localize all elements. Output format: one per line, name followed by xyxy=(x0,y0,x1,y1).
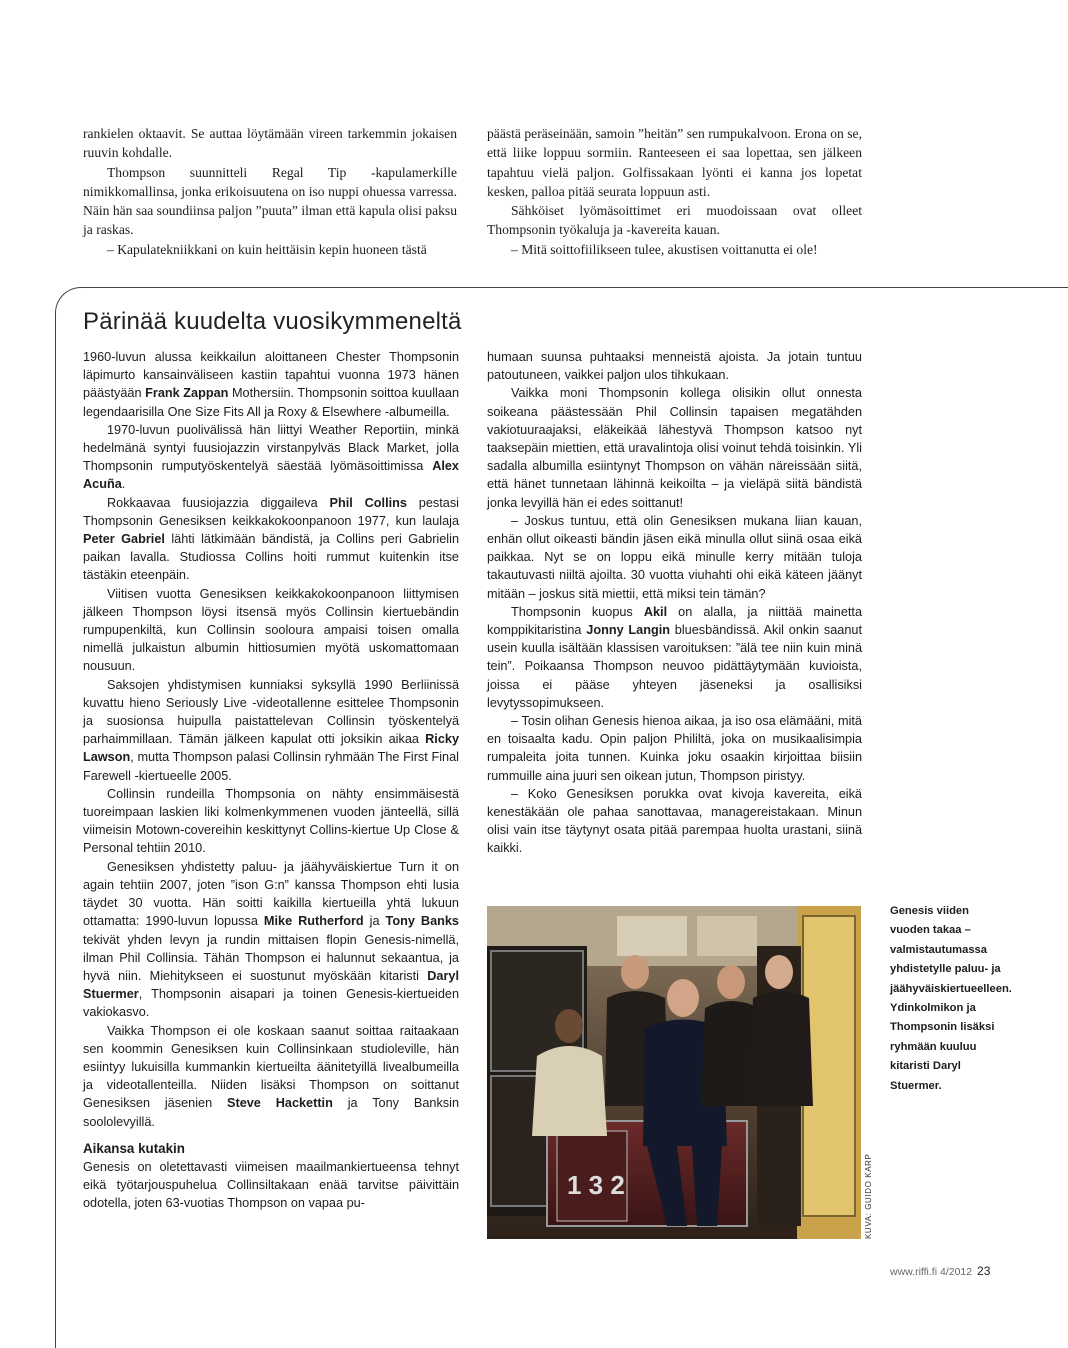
name-highlight: Frank Zappan xyxy=(145,386,229,401)
name-highlight: Akil xyxy=(643,604,668,619)
article-column-right xyxy=(487,124,862,259)
page-footer xyxy=(890,1264,990,1278)
paragraph: Sähköiset lyömäsoittimet eri muodoissaan ovat olleet Thompsonin työkaluja ja -kavereita kauan. xyxy=(487,203,862,238)
paragraph: rankielen oktaavit. Se auttaa löytämään vireen tarkemmin jokaisen ruuvin kohdalle. xyxy=(83,126,457,161)
paragraph: Collinsin rundeilla Thompsonia on nähty ensimmäisestä tuoreimpaan laskien liki kolmenkymmenen vuoden jänteellä, sillä viimeisin Motown-covereihin keskittynyt Collins-kiertue Up Close & Personal tehtiin 2010. xyxy=(83,786,459,856)
paragraph: – Mitä soittofiilikseen tulee, akustisen voittanutta ei ole! xyxy=(511,241,818,257)
name-highlight: Steve Hackettin xyxy=(227,1096,333,1111)
paragraph: Viitisen vuotta Genesiksen keikkakokoonpanoon liittymisen jälkeen Thompson löysi itsensä myös Collinsin kiertuebändin rumpupenkiltä, kun Collinsin sooloura ampaisi toisen omalla nimellä julkaistun albumin hittiosumien myötä uskomattomaan nousuun. xyxy=(83,586,459,674)
footer-site: www.riffi.fi 4/2012 xyxy=(890,1266,973,1278)
paragraph: Thompson suunnitteli Regal Tip -kapulamerkille nimikkomallinsa, jonka erikoisuutena on iso nuppi ohuessa varressa. Näin hän saa soundiinsa paljon ”puuta” ilman että kapula olisi paksu ja raskas. xyxy=(83,164,457,238)
paragraph: Vaikka Thompson ei ole koskaan saanut soittaa raitaakaan sen koommin Genesiksen kuin Collinsinkaan studioleville, hän esiintyy lukuisilla kummankin kiertueilta äänitetyillä livealbumeilla ja videotallenteilla. Niiden lisäksi Thompson on soittanut Genesiksen jäsenien Steve Hackettin ja Tony Banksin soololevyillä. xyxy=(83,1023,460,1129)
name-highlight: Alex Acuña xyxy=(83,459,459,492)
name-highlight: Peter Gabriel xyxy=(83,532,165,547)
name-highlight: Tony Banks xyxy=(385,914,459,929)
name-highlight: Daryl Stuermer xyxy=(83,968,459,1002)
paragraph: Rokkaavaa fuusiojazzia diggaileva Phil Collins pestasi Thompsonin Genesiksen keikkakokoonpanoon 1977, kun laulaja Peter Gabriel lähti lätkimään bändistä, ja Collins peri Gabrielin paikan lavalla. Studiossa Collins hoiti rummut kuitenkin itse tästäkin eteenpäin. xyxy=(83,495,459,583)
name-highlight: Jonny Langin xyxy=(586,623,671,638)
name-highlight: Phil Collins xyxy=(329,495,407,510)
paragraph: 1960-luvun alussa keikkailun aloittaneen Chester Thompsonin läpimurto kansainväliseen kastiin tapahtui vuonna 1973 hänen päästyään Frank Zappan Mothersiin. Thompsonin soittoa kuullaan legendaarisilla One Size Fits All ja Roxy & Elsewhere -albumeilla. xyxy=(83,350,460,419)
paragraph: – Koko Genesiksen porukka ovat kivoja kavereita, eikä kenestäkään ole pahaa sanottavaa, managereistakaan. Minun olisi vain itse täytynyt osata pitää parempaa huolta urastani, siinä kaikki. xyxy=(487,786,862,856)
paragraph: päästä peräseinään, samoin ”heitän” sen rumpukalvoon. Erona on se, että liike loppuu sormiin. Ranteeseen ei saa lopettaa, sen jälkeen tapahtuu vielä paljon. Golfissakaan lyönti ei kanna jos lopetat kesken, palloa pitää seurata loppuun asti. xyxy=(487,126,862,199)
page-number: 23 xyxy=(977,1264,991,1278)
case-number: 1 3 2 xyxy=(567,1170,625,1200)
name-highlight: Mike Rutherford xyxy=(263,914,364,929)
photo-credit: KUVA: GUIDO KARP xyxy=(864,1153,873,1239)
paragraph: Vaikka moni Thompsonin kollega olisikin ollut onnesta soikeana päästessään Phil Collinsin tapaisen megatähden vakiotuuraajaksi, eläkeikää lähestyvä Thompson katsoo nyt taaksepäin miettien, että uravalintoja olisi voinut tehdä toisinkin. Yli sadalla albumilla esiintynyt Thompson on vähän näreissään siitä, että hänet tunnetaan lähinnä keikoilta – ja vieläpä siitä bändistä jonka levyillä hän ei edes soittanut! xyxy=(487,386,862,510)
paragraph: – Kapulatekniikkani on kuin heittäisin kepin huoneen tästä xyxy=(107,241,427,257)
article-column-left xyxy=(83,124,457,259)
sidebar-title: Pärinää kuudelta vuosikymmeneltä xyxy=(83,308,462,335)
paragraph: humaan suunsa puhtaaksi menneistä ajoista. Ja jotain tuntuu patoutuneen, vaikkei paljon ulos tihkukaan. xyxy=(487,350,862,383)
band-photo xyxy=(487,906,861,1239)
paragraph: – Tosin olihan Genesis hienoa aikaa, ja iso osa elämääni, mitä en toisaalta kadu. Opin paljon Phililtä, joka on musikaalisimpia rumpaleita joita tunnen. Kuinka joku osaakin kirjoittaa biisiin rummuille aina juuri sen oikean jutun, Thompson piristyy. xyxy=(487,714,862,783)
sidebar-column-right xyxy=(487,348,862,858)
paragraph: Genesis on oletettavasti viimeisen maailmankiertueensa tehnyt eikä työtarjouspuhelua Collinsiltakaan enää tarvitse päivittäin odotella, joten 63-vuotias Thompson on vapaa pu- xyxy=(83,1159,459,1211)
paragraph: Thompsonin kuopus Akil on alalla, ja niittää mainetta komppikitaristina Jonny Langin bluesbändissä. Akil onkin saanut usein kuulla isältään klassisen varoituksen: ”älä tee niin kuin minä tein”. Poikaansa Thompson neuvoo pidättäytymään kuvioista, joissa ei pääse yhteyen jäseneksi ja osallisiksi levytyssopimukseen. xyxy=(487,604,863,710)
photo-caption: Genesis viiden vuoden takaa – valmistautumassa yhdistetylle paluu- ja jäähyväiskiertueelleen. Ydinkolmikon ja Thompsonin lisäksi ryhmään kuuluu kitaristi Daryl Stuermer. xyxy=(890,905,1012,1092)
sidebar-column-left xyxy=(83,348,459,1213)
paragraph: – Joskus tuntuu, että olin Genesiksen mukana liian kauan, enhän ollut oikeasti bändin jäsen eikä minulla ollut siinä osaa eikä paikkaa. Nyt se on loppu eikä minulle kerry mitään tuloja takautuvasti niiltä ajoilta. 30 vuotta viuhahti ohi eikä käteen jäänyt mitään – joskus sitä miettii, että miksi tein tämän? xyxy=(487,513,862,601)
name-highlight: Ricky Lawson xyxy=(83,732,459,765)
paragraph: Genesiksen yhdistetty paluu- ja jäähyväiskiertue Turn it on again tehtiin 2007, joten ”ison G:n” kanssa Thompson ehti lusia täydet 30 vuotta. Hän soitti kaikilla kiertueilla yhtä lukuun ottamatta: 1990-luvun lopussa Mike Rutherford ja Tony Banks tekivät yhden levyn ja rundin mittaisen flopin Genesis-nimellä, ilman Phil Collinsia. Tähän Thompson ei halunnut sekaantua, ja hyvä niin. Miehitykseen ei suostunut myöskään kitaristi Daryl Stuermer, Thompsonin aisapari ja toinen Genesis-kiertueiden vakiokasvo. xyxy=(83,859,459,1020)
subheading: Aikansa kutakin xyxy=(83,1140,185,1156)
paragraph: 1970-luvun puolivälissä hän liittyi Weather Reportiin, minkä hedelmänä syntyi fuusiojazzin virstanpylväs Black Market, jolla Thompsonin rumputyöskentelyä säestää lyömäsoittimissa Alex Acuña. xyxy=(83,422,459,492)
paragraph: Saksojen yhdistymisen kunniaksi syksyllä 1990 Berliinissä kuvattu hieno Seriously Live -videotallenne esittelee Thompsonin ja suosionsa huipulla paistattelevan Collinsin työskentelyä parhaimmillaan. Tämän jälkeen kapulat otti joksikin aikaa Ricky Lawson, mutta Thompson palasi Collinsin ryhmään The First Final Farewell -kiertueelle 2005. xyxy=(83,677,459,783)
